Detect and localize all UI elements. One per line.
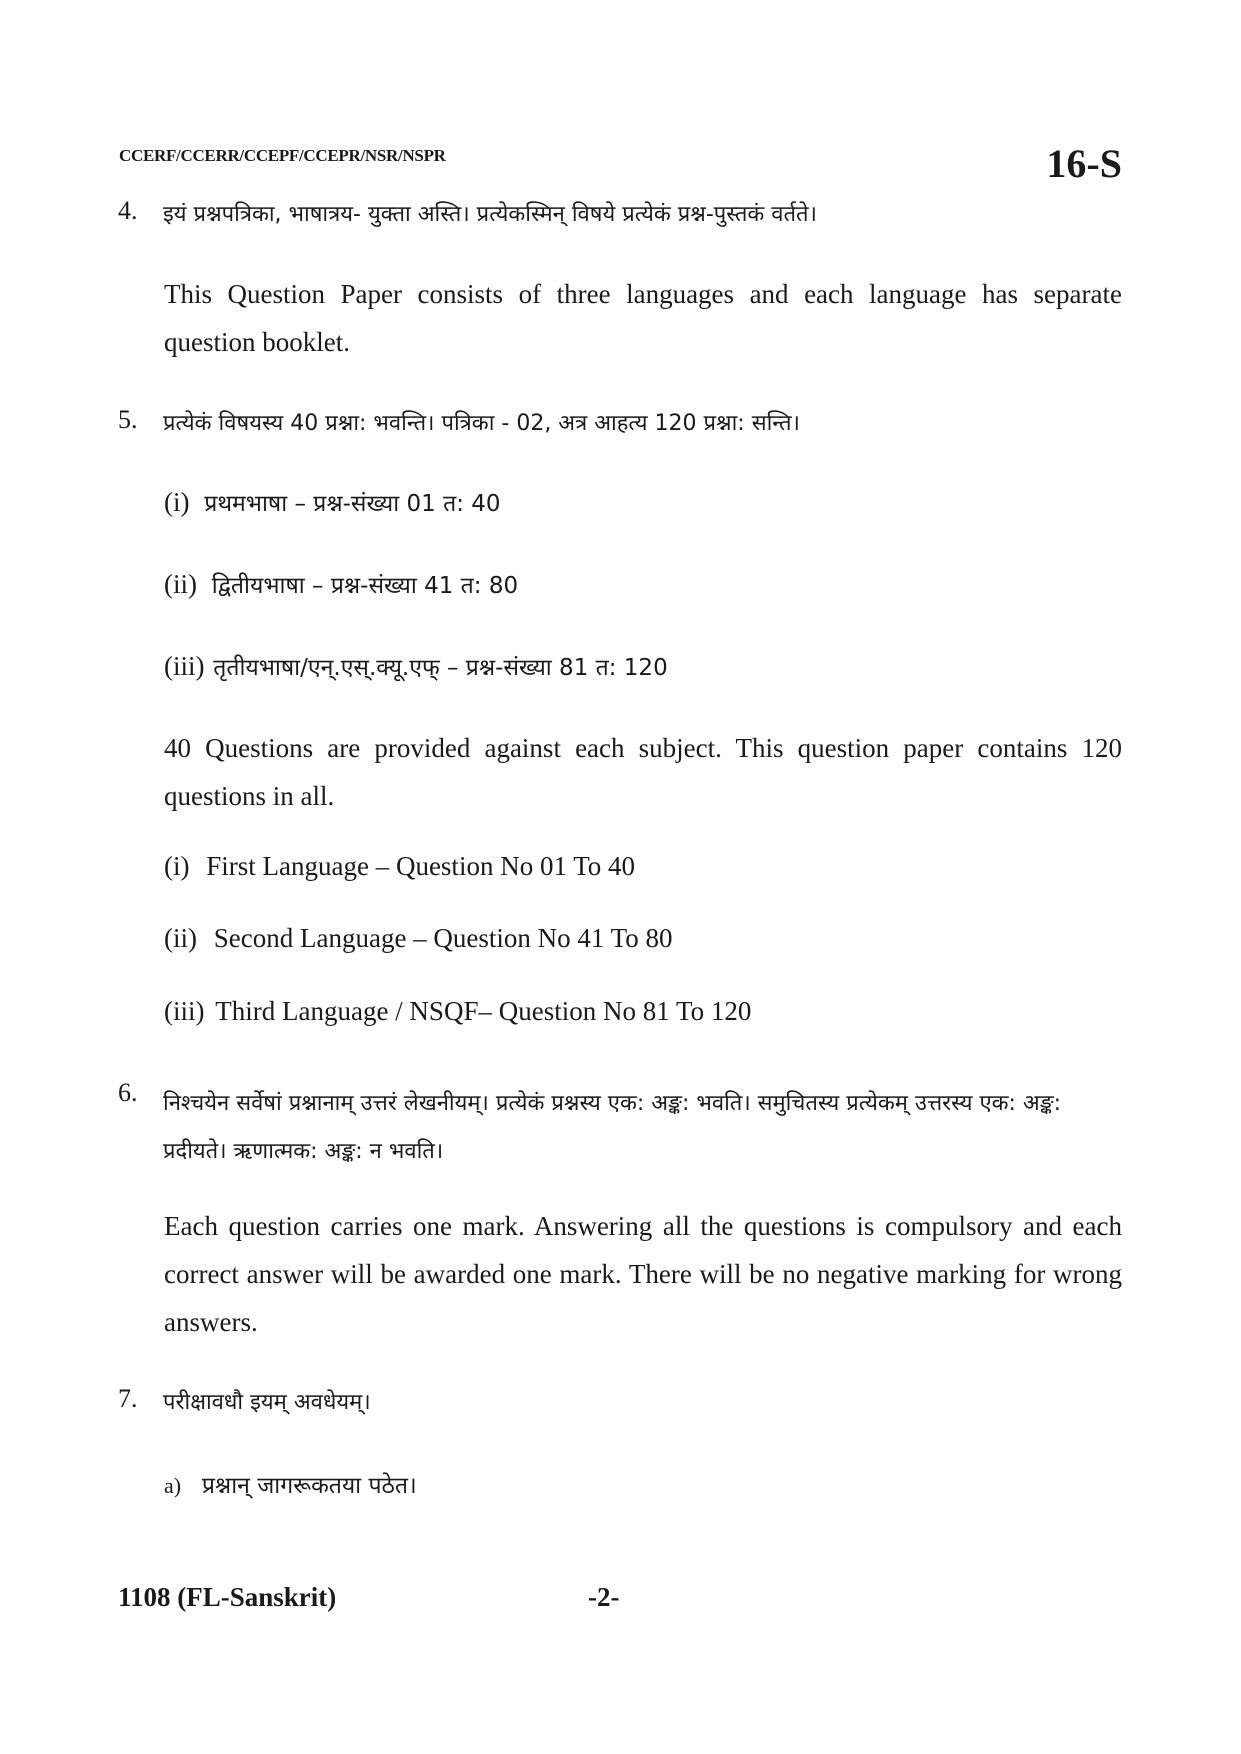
item-5-english: 40 Questions are provided against each subject. This question paper contains 120 questions in all.: [164, 733, 1122, 811]
sub-label: (iii): [164, 996, 205, 1026]
item-5-hindi-sub-3: [164, 650, 668, 682]
sub-text: द्वितीयभाषा – प्रश्न-संख्या 41 त: 80: [211, 573, 519, 599]
sub-text: तृतीयभाषा/एन्.एस्.क्यू.एफ् – प्रश्न-संख्या 81 त: 120: [213, 655, 668, 681]
set-code: 16-S: [1046, 141, 1122, 186]
item-6-number: 6.: [118, 1078, 138, 1107]
item-4-hindi: इयं प्रश्नपत्रिका, भाषात्रय- युक्ता अस्ति। प्रत्येकस्मिन् विषये प्रत्येकं प्रश्न-पुस्तकं वर्तते।: [163, 202, 817, 227]
item-5-number: 5.: [118, 405, 138, 434]
item-5-english-sub-1: [164, 851, 635, 882]
sub-text: प्रश्नान् जागरूकतया पठेत।: [201, 1473, 417, 1499]
item-7-hindi-sub-a: [164, 1468, 417, 1500]
sub-text: प्रथमभाषा – प्रश्न-संख्या 01 त: 40: [204, 491, 501, 517]
item-6-hindi: निश्चयेन सर्वेषां प्रश्नानाम् उत्तरं लेखनीयम्। प्रत्येकं प्रश्नस्य एक: अङ्क: भवति। समुचितस्य प्रत्येकम् उत्तरस्य एक: अङ्क: प्रदीयते। ऋणात्मक: अङ्क: न भवति।: [163, 1091, 1062, 1164]
item-5-english-sub-3: [164, 996, 751, 1027]
item-4-number: 4.: [118, 196, 138, 225]
page-number: -2-: [588, 1582, 620, 1612]
sub-text: Second Language – Question No 41 To 80: [213, 923, 673, 953]
item-6-english: Each question carries one mark. Answering all the questions is compulsory and each correct answer will be awarded one mark. There will be no negative marking for wrong answers.: [164, 1211, 1122, 1337]
item-5-hindi-sub-2: [164, 568, 518, 600]
item-4-english: This Question Paper consists of three languages and each language has separate question booklet.: [164, 279, 1122, 357]
item-7-hindi: परीक्षावधौ इयम् अवधेयम्।: [163, 1390, 371, 1415]
item-5-english-sub-2: [164, 923, 673, 954]
sub-label: (iii): [164, 651, 205, 681]
sub-label: (ii): [164, 569, 197, 599]
sub-text: Third Language / NSQF– Question No 81 To 120: [215, 996, 752, 1026]
sub-label: (i): [164, 851, 190, 881]
sub-label: (ii): [164, 923, 197, 953]
item-7-number: 7.: [118, 1384, 138, 1413]
item-5-hindi: प्रत्येकं विषयस्य 40 प्रश्ना: भवन्ति। पत्रिका - 02, अत्र आहत्य 120 प्रश्ना: सन्ति।: [163, 411, 800, 436]
sub-label: (i): [164, 487, 190, 517]
paper-code: 1108 (FL-Sanskrit): [118, 1582, 337, 1612]
sub-label: a): [164, 1473, 182, 1498]
sub-text: First Language – Question No 01 To 40: [206, 851, 636, 881]
item-5-hindi-sub-1: [164, 486, 501, 518]
exam-code: CCERF/CCERR/CCEPF/CCEPR/NSR/NSPR: [119, 146, 446, 165]
